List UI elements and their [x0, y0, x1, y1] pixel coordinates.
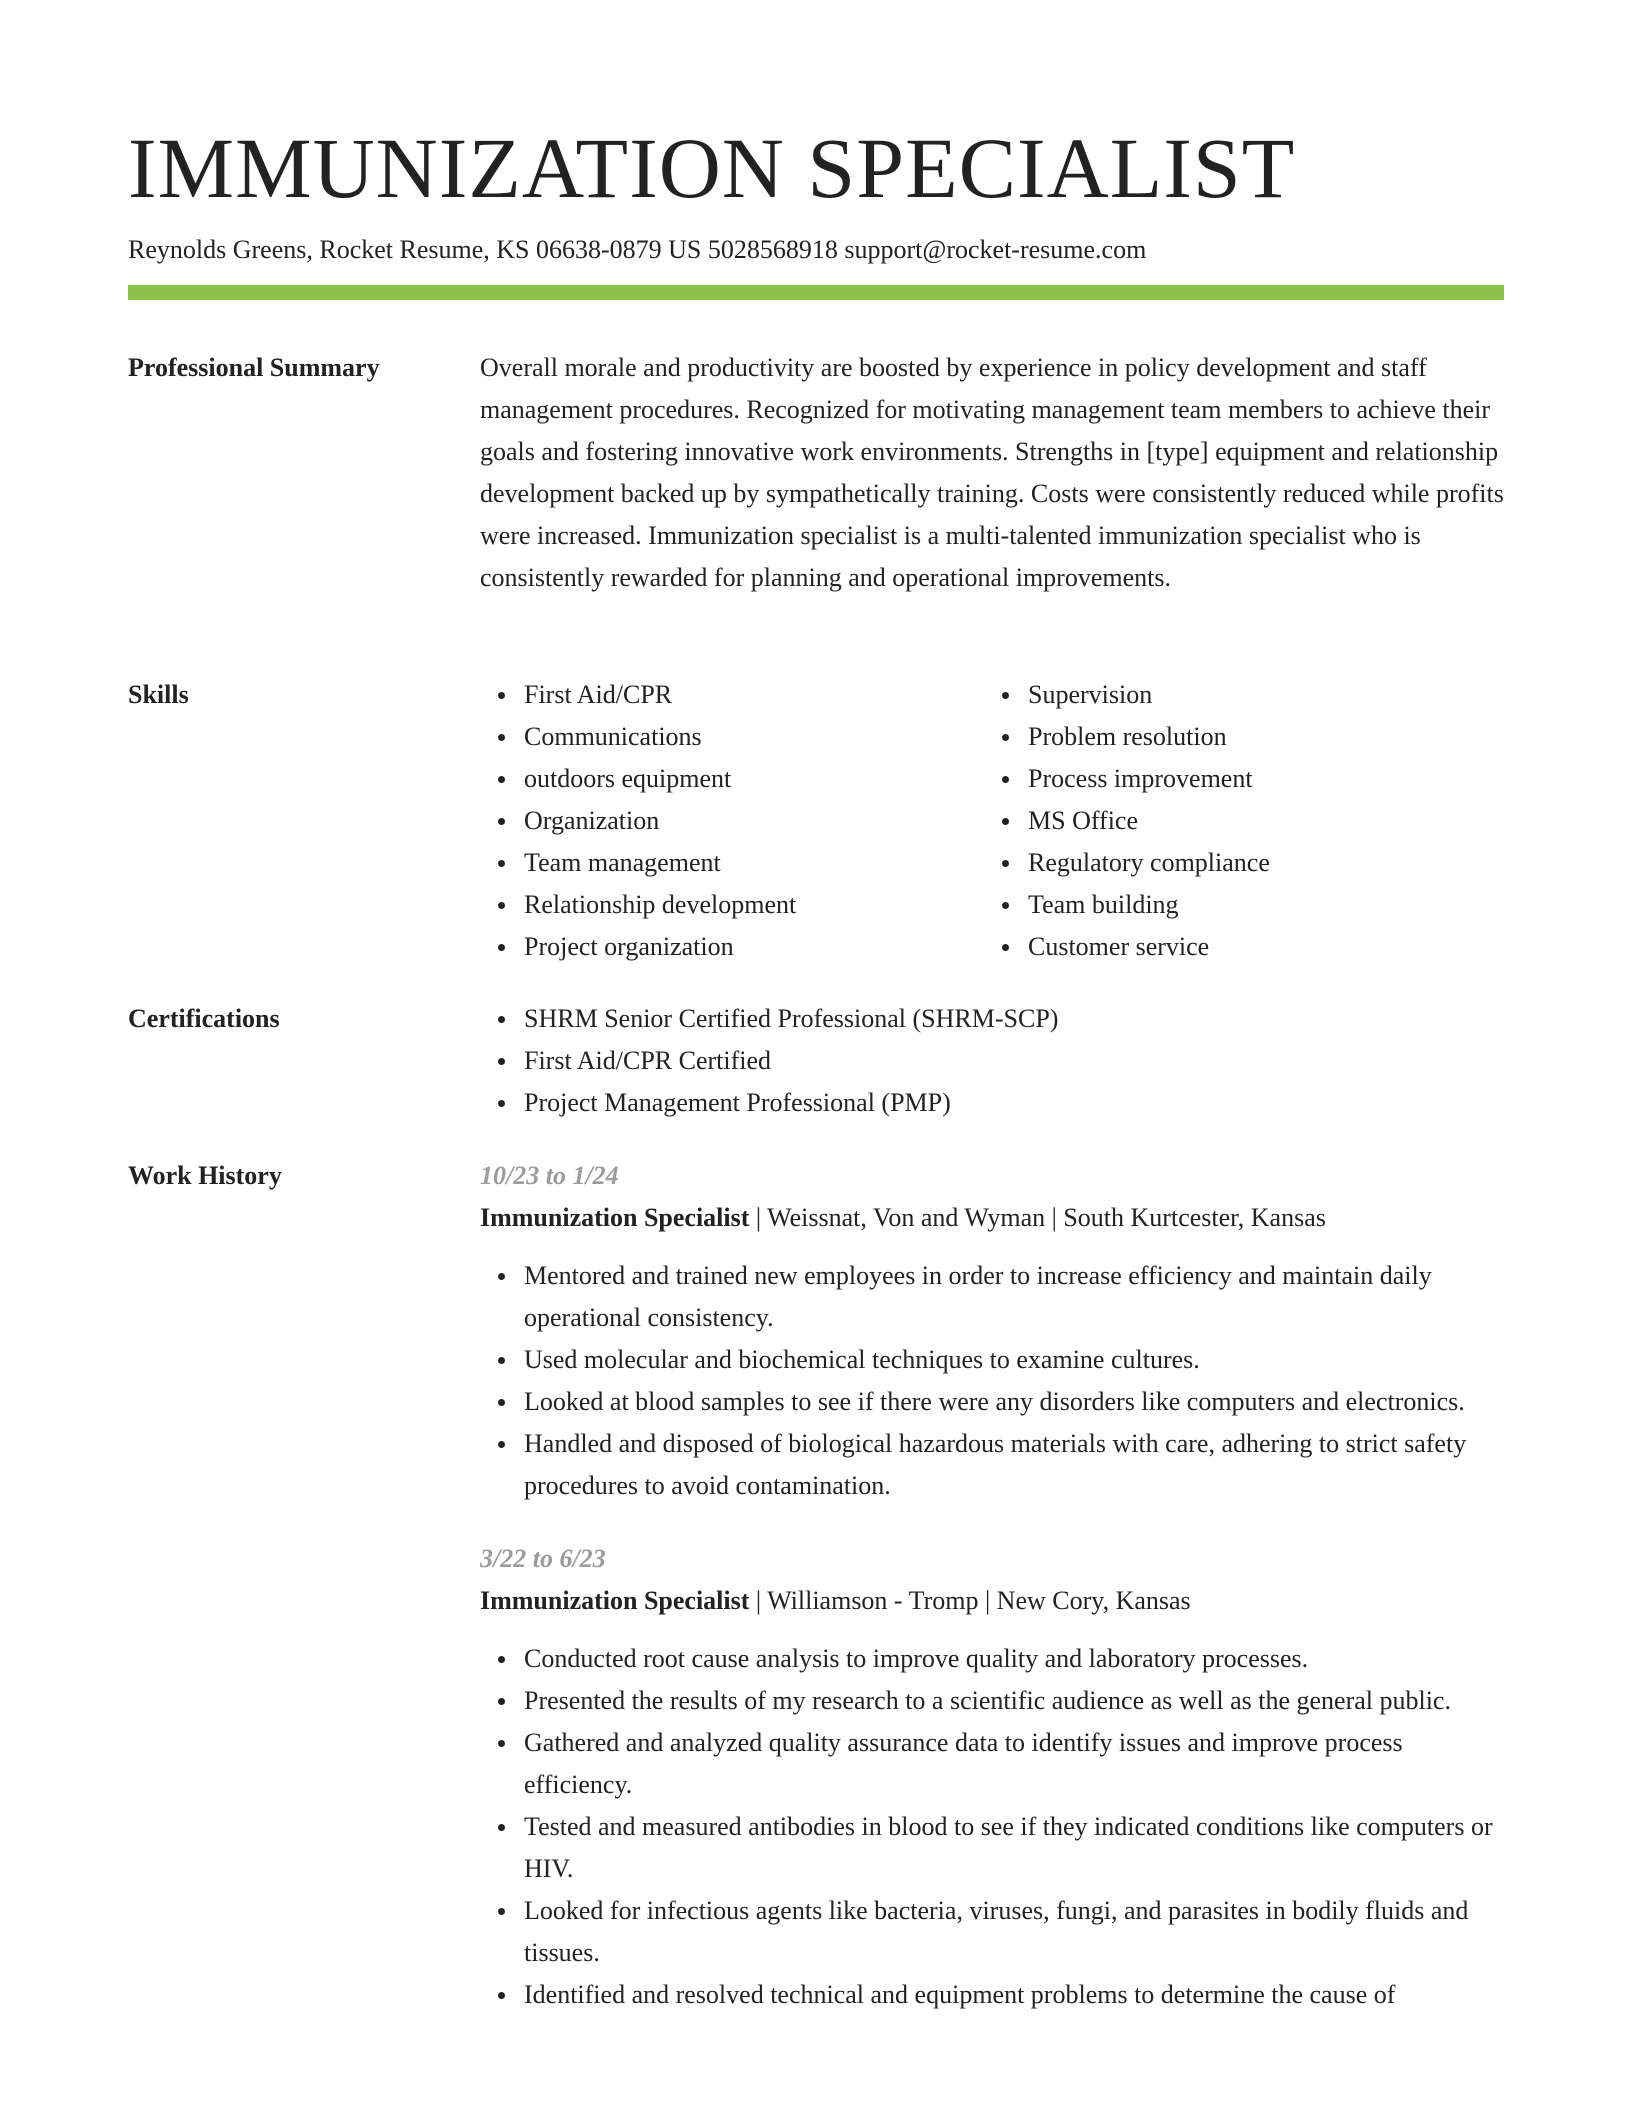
skill-item: outdoors equipment	[524, 758, 984, 800]
section-title-skills: Skills	[128, 680, 189, 709]
skills-list-right	[984, 674, 1488, 968]
skill-item: MS Office	[1028, 800, 1488, 842]
skill-item: Process improvement	[1028, 758, 1488, 800]
job-bullet: Handled and disposed of biological hazardous materials with care, adhering to strict safety procedures to avoid contamination.	[524, 1423, 1504, 1507]
skill-item: Supervision	[1028, 674, 1488, 716]
job-bullets	[480, 1638, 1504, 2016]
resume-title: IMMUNIZATION SPECIALIST	[128, 120, 1296, 216]
job-dates: 10/23 to 1/24	[480, 1161, 619, 1190]
job-heading	[480, 1580, 1504, 1622]
skill-item: Organization	[524, 800, 984, 842]
job-entry	[480, 1538, 1504, 2016]
skill-item: Team management	[524, 842, 984, 884]
skill-item: Problem resolution	[1028, 716, 1488, 758]
job-bullet: Conducted root cause analysis to improve quality and laboratory processes.	[524, 1638, 1504, 1680]
job-role: Immunization Specialist	[480, 1203, 750, 1232]
skill-item: Communications	[524, 716, 984, 758]
job-bullet: Looked at blood samples to see if there were any disorders like computers and electronics.	[524, 1381, 1504, 1423]
job-employer-location: | Williamson - Tromp | New Cory, Kansas	[749, 1586, 1191, 1615]
job-role: Immunization Specialist	[480, 1586, 750, 1615]
section-title-summary: Professional Summary	[128, 353, 380, 382]
job-bullet: Mentored and trained new employees in order to increase efficiency and maintain daily operational consistency.	[524, 1255, 1504, 1339]
job-bullet: Tested and measured antibodies in blood to see if they indicated conditions like computers or HIV.	[524, 1806, 1504, 1890]
certification-item: Project Management Professional (PMP)	[524, 1082, 1504, 1124]
header-divider	[128, 285, 1504, 300]
job-bullets	[480, 1255, 1504, 1507]
job-entry	[480, 1155, 1504, 1507]
section-title-work-history: Work History	[128, 1161, 282, 1190]
contact-info: Reynolds Greens, Rocket Resume, KS 06638-0879 US 5028568918 support@rocket-resume.com	[128, 235, 1147, 264]
skill-item: Project organization	[524, 926, 984, 968]
job-bullet: Looked for infectious agents like bacteria, viruses, fungi, and parasites in bodily fluids and tissues.	[524, 1890, 1504, 1974]
job-dates: 3/22 to 6/23	[480, 1544, 606, 1573]
skill-item: Customer service	[1028, 926, 1488, 968]
skills-list-left	[480, 674, 984, 968]
certifications-list	[480, 998, 1504, 1124]
skill-item: Regulatory compliance	[1028, 842, 1488, 884]
job-bullet: Used molecular and biochemical techniques to examine cultures.	[524, 1339, 1504, 1381]
certification-item: SHRM Senior Certified Professional (SHRM-SCP)	[524, 998, 1504, 1040]
job-bullet: Gathered and analyzed quality assurance data to identify issues and improve process efficiency.	[524, 1722, 1504, 1806]
job-employer-location: | Weissnat, Von and Wyman | South Kurtcester, Kansas	[749, 1203, 1326, 1232]
certification-item: First Aid/CPR Certified	[524, 1040, 1504, 1082]
job-bullet: Identified and resolved technical and equipment problems to determine the cause of	[524, 1974, 1504, 2016]
job-bullet: Presented the results of my research to a scientific audience as well as the general public.	[524, 1680, 1504, 1722]
job-heading	[480, 1197, 1504, 1239]
skill-item: Relationship development	[524, 884, 984, 926]
summary-text: Overall morale and productivity are boosted by experience in policy development and staff management procedures. Recognized for motivating management team members to achieve their goals and fostering innovative work environments. Strengths in [type] equipment and relationship development backed up by sympathetically training. Costs were consistently reduced while profits were increased. Immunization specialist is a multi-talented immunization specialist who is consistently rewarded for planning and operational improvements.	[480, 353, 1504, 592]
skill-item: Team building	[1028, 884, 1488, 926]
section-title-certifications: Certifications	[128, 1004, 280, 1033]
skill-item: First Aid/CPR	[524, 674, 984, 716]
